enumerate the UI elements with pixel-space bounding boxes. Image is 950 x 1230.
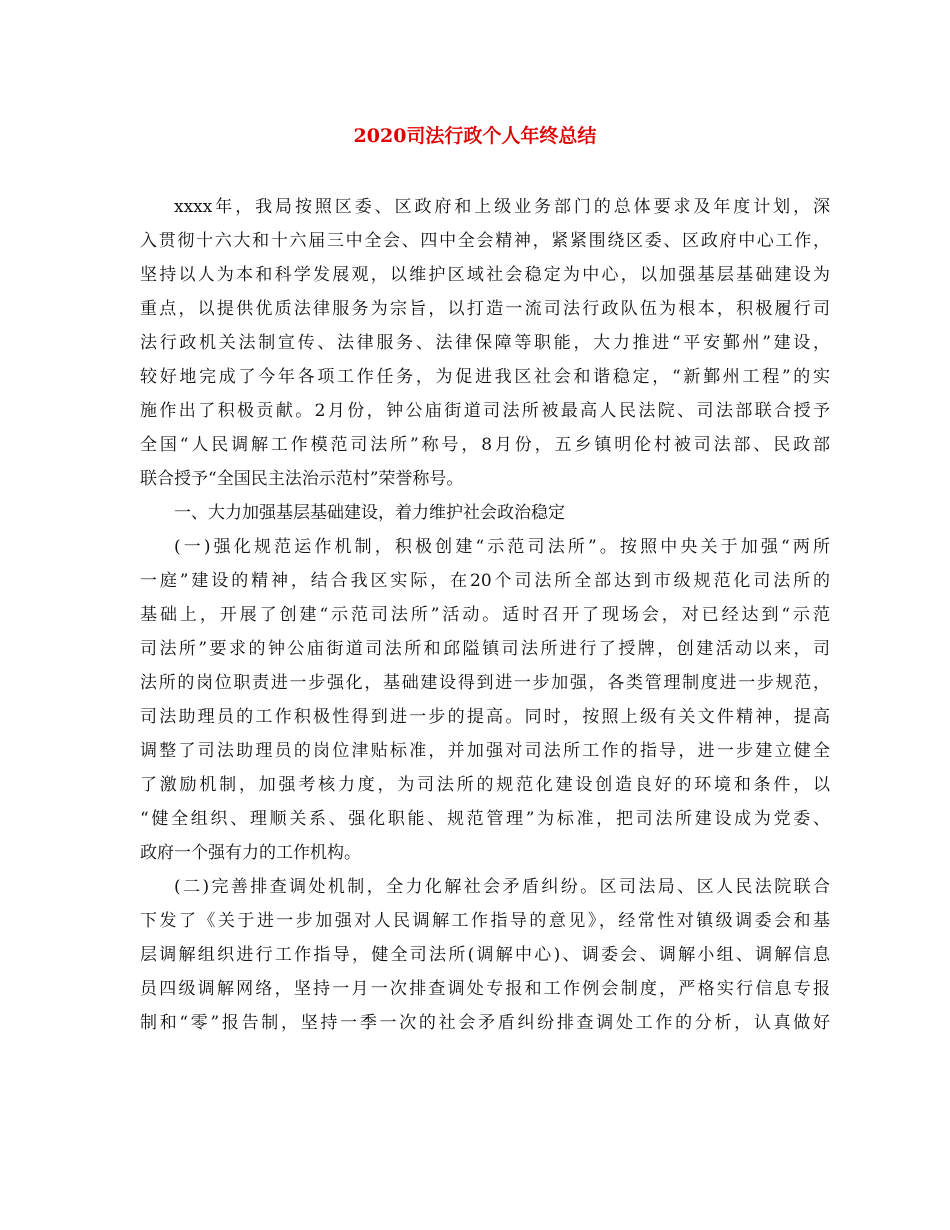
text-line: 较好地完成了今年各项工作任务，为促进我区社会和谐稳定，“新鄞州工程”的实: [140, 367, 830, 387]
text-line: 制和“零”报告制，坚持一季一次的社会矛盾纠纷排查调处工作的分析，认真做好: [140, 1013, 830, 1033]
text-line: 重点，以提供优质法律服务为宗旨，以打造一流司法行政队伍为根本，积极履行司: [140, 299, 830, 319]
text-line: 基础上，开展了创建“示范司法所”活动。适时召开了现场会，对已经达到“示范: [140, 605, 830, 625]
text-line: 政府一个强有力的工作机构。: [140, 843, 361, 863]
text-line: (二)完善排查调处机制，全力化解社会矛盾纠纷。区司法局、区人民法院联合: [174, 877, 830, 897]
document-body: [140, 190, 830, 1040]
text-line: 一庭”建设的精神，结合我区实际，在20个司法所全部达到市级规范化司法所的: [140, 571, 830, 591]
text-line: 下发了《关于进一步加强对人民调解工作指导的意见》，经常性对镇级调委会和基: [140, 911, 830, 931]
text-line: 司法助理员的工作积极性得到进一步的提高。同时，按照上级有关文件精神，提高: [140, 707, 830, 727]
text-line: 了激励机制，加强考核力度，为司法所的规范化建设创造良好的环境和条件，以: [140, 775, 830, 795]
text-line: 层调解组织进行工作指导，健全司法所(调解中心)、调委会、调解小组、调解信息: [140, 945, 830, 965]
document-title: 2020司法行政个人年终总结: [353, 125, 597, 147]
text-line: 法所的岗位职责进一步强化，基础建设得到进一步加强，各类管理制度进一步规范，: [140, 673, 830, 693]
text-line: xxxx年，我局按照区委、区政府和上级业务部门的总体要求及年度计划，深: [174, 197, 830, 217]
text-line: 施作出了积极贡献。2月份，钟公庙街道司法所被最高人民法院、司法部联合授予: [140, 401, 830, 421]
text-line: 联合授予“全国民主法治示范村”荣誉称号。: [140, 469, 464, 489]
section-heading: 一、大力加强基层基础建设，着力维护社会政治稳定: [174, 503, 565, 523]
text-line: “健全组织、理顺关系、强化职能、规范管理”为标准，把司法所建设成为党委、: [140, 809, 830, 829]
text-line: 法行政机关法制宣传、法律服务、法律保障等职能，大力推进“平安鄞州”建设，: [140, 333, 830, 353]
text-line: 坚持以人为本和科学发展观，以维护区域社会稳定为中心，以加强基层基础建设为: [140, 265, 830, 285]
text-line: 司法所”要求的钟公庙街道司法所和邱隘镇司法所进行了授牌，创建活动以来，司: [140, 639, 830, 659]
text-line: (一)强化规范运作机制，积极创建“示范司法所”。按照中央关于加强“两所: [174, 537, 830, 557]
text-line: 入贯彻十六大和十六届三中全会、四中全会精神，紧紧围绕区委、区政府中心工作，: [140, 231, 830, 251]
text-line: 全国“人民调解工作模范司法所”称号，8月份，五乡镇明伦村被司法部、民政部: [140, 435, 830, 455]
text-line: 员四级调解网络，坚持一月一次排查调处专报和工作例会制度，严格实行信息专报: [140, 979, 830, 999]
text-line: 调整了司法助理员的岗位津贴标准，并加强对司法所工作的指导，进一步建立健全: [140, 741, 830, 761]
